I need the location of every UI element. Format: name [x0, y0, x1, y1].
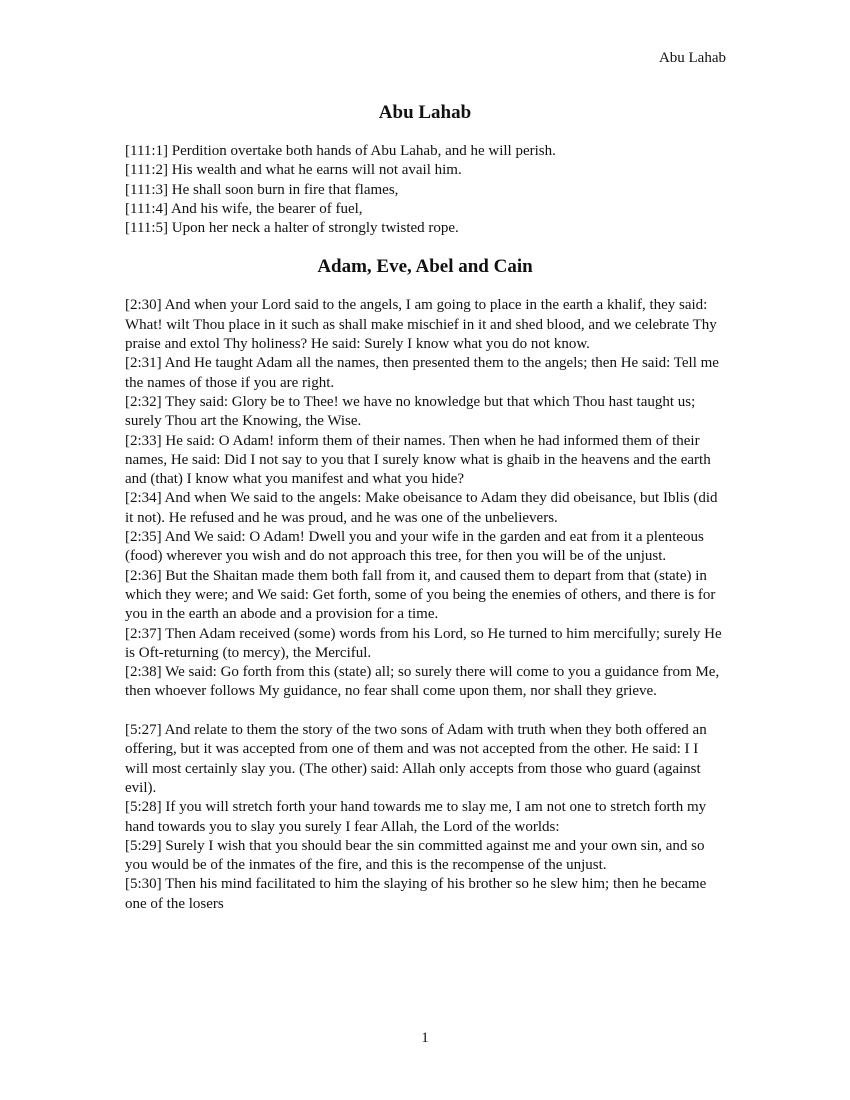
verse: [111:3] He shall soon burn in fire that flames, [125, 181, 399, 198]
verse: [5:29] Surely I wish that you should bear the sin committed against me and your own sin, and so you would be of the inmates of the fire, and this is the recompense of the unjust. [125, 837, 705, 874]
verse: [5:27] And relate to them the story of the two sons of Adam with truth when they both offered an offering, but it was accepted from one of them and was not accepted from the other. He said: I I will most certainly slay you. (The other) said: Allah only accepts from those who guard (against evil). [125, 722, 707, 796]
verse: [2:30] And when your Lord said to the angels, I am going to place in the earth a khalif, they said: What! wilt Thou place in it such as shall make mischief in it and shed blood, and we celebrate Thy praise and extol Thy holiness? He said: Surely I know what you do not know. [125, 297, 717, 353]
section-title-adam-eve-abel-cain: Adam, Eve, Abel and Cain [317, 256, 533, 278]
verse: [111:2] His wealth and what he earns will not avail him. [125, 162, 462, 179]
verse: [2:37] Then Adam received (some) words from his Lord, so He turned to him mercifully; surely He is Oft-returning (to mercy), the Merciful. [125, 625, 722, 661]
verse: [2:33] He said: O Adam! inform them of their names. Then when he had informed them of their names, He said: Did I not say to you that I surely know what is ghaib in the heavens and the earth and (that) I know what you manifest and what you hide? [125, 432, 711, 488]
page-body [125, 100, 725, 914]
verse: [2:36] But the Shaitan made them both fall from it, and caused them to depart from that (state) in which they were; and We said: Get forth, some of you being the enemies of others, and there is for you in the earth an abode and a provision for a time. [125, 567, 716, 623]
verse: [2:38] We said: Go forth from this (state) all; so surely there will come to you a guidance from Me, then whoever follows My guidance, no fear shall come upon them, nor shall they grieve. [125, 664, 720, 700]
verse: [2:31] And He taught Adam all the names, then presented them to the angels; then He said: Tell me the names of those if you are right. [125, 355, 719, 391]
verse: [111:5] Upon her neck a halter of strongly twisted rope. [125, 220, 459, 237]
verse: [5:28] If you will stretch forth your hand towards me to slay me, I am not one to stretch forth my hand towards you to slay you surely I fear Allah, the Lord of the worlds: [125, 799, 707, 835]
verse: [2:32] They said: Glory be to Thee! we have no knowledge but that which Thou hast taught us; surely Thou art the Knowing, the Wise. [125, 393, 696, 430]
running-header: Abu Lahab [658, 50, 726, 66]
page-number: 1 [421, 1030, 429, 1046]
paragraph-gap [125, 702, 725, 721]
verse: [2:35] And We said: O Adam! Dwell you and your wife in the garden and eat from it a plenteous (food) wherever you wish and do not approach this tree, for then you will be of the unjust. [125, 529, 704, 565]
verse: [111:4] And his wife, the bearer of fuel, [125, 200, 363, 217]
verse: [5:30] Then his mind facilitated to him the slaying of his brother so he slew him; then he became one of the losers [125, 876, 707, 912]
verse: [2:34] And when We said to the angels: Make obeisance to Adam they did obeisance, but Iblis (did it not). He refused and he was proud, and he was one of the unbelievers. [125, 490, 718, 526]
verse: [111:1] Perdition overtake both hands of Abu Lahab, and he will perish. [125, 143, 556, 159]
section-title-abu-lahab: Abu Lahab [378, 102, 472, 123]
